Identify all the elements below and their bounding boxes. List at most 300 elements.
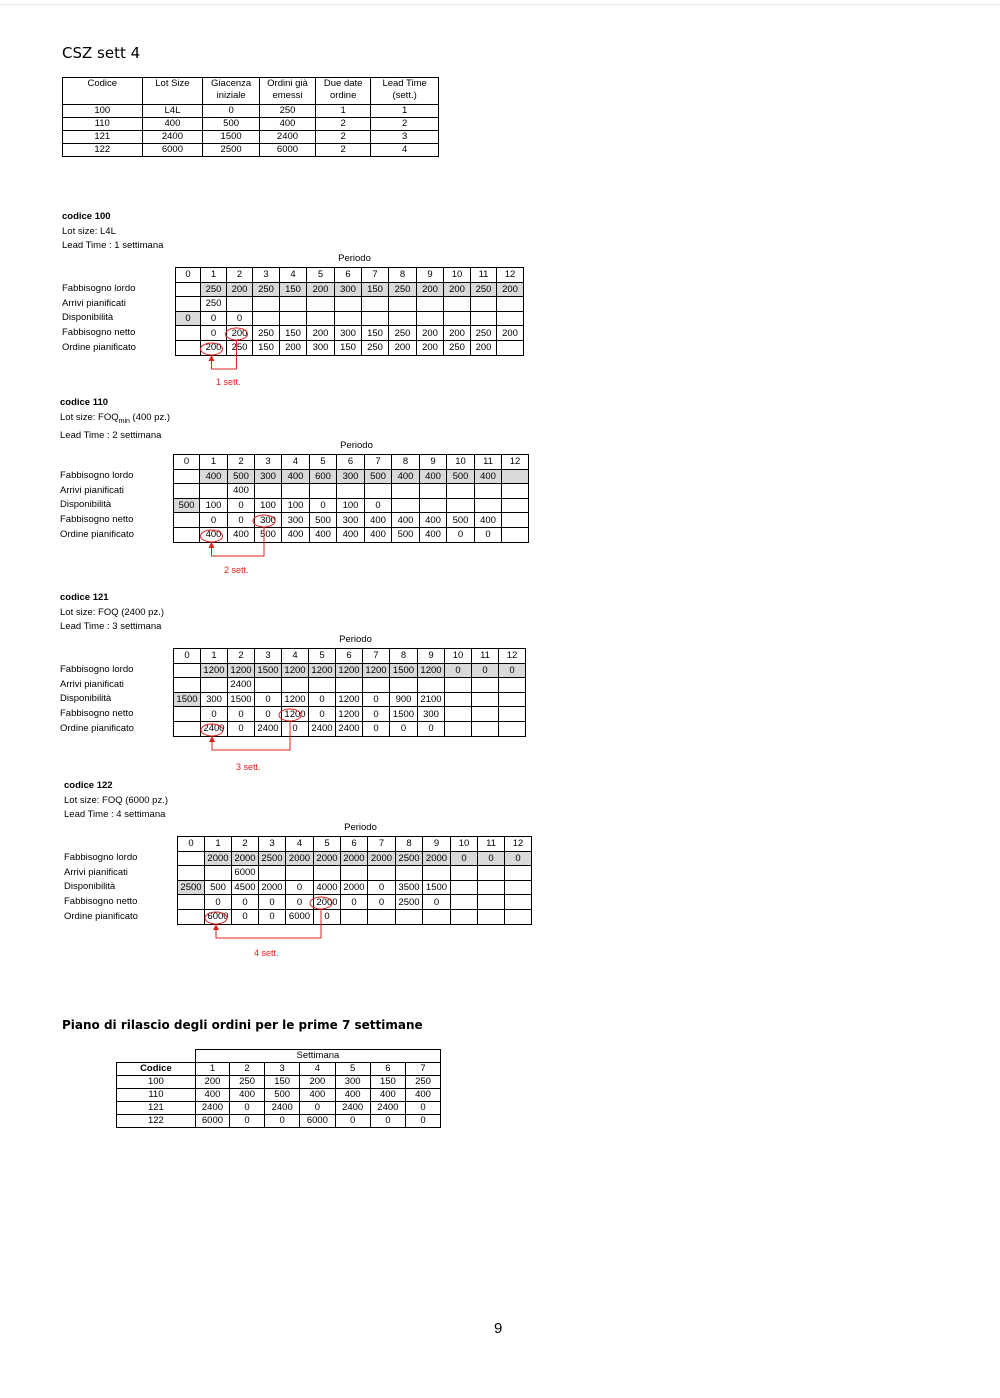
mrp-cell: 0: [363, 692, 390, 707]
mrp-cell: [174, 663, 201, 678]
summary-row: [63, 105, 439, 118]
mrp-cell: [497, 340, 524, 355]
release-header-row: [117, 1063, 441, 1076]
mrp-cell: [444, 297, 471, 312]
mrp-cell: 2400: [309, 721, 336, 736]
mrp-cell: 150: [362, 326, 389, 341]
mrp-cell: [174, 513, 200, 528]
mrp-cell: [178, 851, 205, 866]
mrp-cell: [341, 909, 368, 924]
mrp-cell: 250: [201, 297, 227, 312]
mrp-cell: [176, 282, 201, 297]
mrp-cell: [502, 513, 529, 528]
mrp-cell: 4000: [314, 880, 341, 895]
mrp-cell: 0: [472, 663, 499, 678]
mrp-cell: 100: [255, 498, 282, 513]
mrp-cell: [174, 484, 200, 499]
row-label: Ordine pianificato: [62, 341, 136, 353]
row-label: Fabbisogno lordo: [64, 852, 138, 863]
mrp-cell: 200: [307, 282, 335, 297]
mrp-row: [176, 297, 524, 312]
release-group-header: Settimana: [195, 1050, 440, 1063]
mrp-row-labels: [60, 663, 134, 736]
mrp-cell: [505, 895, 532, 910]
mrp-cell: 2000: [423, 851, 451, 866]
release-cell: 400: [405, 1089, 440, 1102]
mrp-cell: [314, 866, 341, 881]
row-label: Disponibilità: [60, 499, 112, 511]
mrp-cell: [178, 895, 205, 910]
period-header-cell: 1: [201, 268, 227, 283]
mrp-cell: 0: [228, 498, 255, 513]
mrp-cell: 0: [363, 721, 390, 736]
mrp-cell: [255, 484, 282, 499]
summary-cell: 6000: [259, 144, 315, 157]
period-header-cell: 10: [447, 455, 475, 470]
mrp-cell: 2000: [314, 851, 341, 866]
period-header-cell: 1: [200, 455, 228, 470]
summary-cell: 400: [142, 118, 203, 131]
mrp-cell: [451, 866, 478, 881]
summary-cell: 100: [63, 105, 143, 118]
mrp-cell: [307, 297, 335, 312]
period-header-cell: 8: [390, 649, 418, 664]
mrp-cell: 250: [471, 282, 497, 297]
mrp-cell: 200: [201, 340, 227, 355]
mrp-cell: [502, 498, 529, 513]
mrp-table-1: [175, 267, 524, 356]
mrp-cell: 200: [417, 340, 444, 355]
mrp-cell: [335, 311, 362, 326]
mrp-cell: 400: [282, 527, 310, 542]
mrp-row: [174, 678, 526, 693]
mrp-row: [174, 484, 529, 499]
release-cell: 0: [230, 1102, 265, 1115]
row-label: Fabbisogno netto: [64, 896, 138, 908]
mrp-cell: [389, 297, 417, 312]
periodo-label: Periodo: [340, 440, 373, 451]
mrp-cell: [475, 498, 502, 513]
mrp-cell: 900: [390, 692, 418, 707]
mrp-cell: 0: [363, 707, 390, 722]
mrp-cell: [502, 469, 529, 484]
release-row: [117, 1102, 441, 1115]
mrp-cell: 400: [475, 513, 502, 528]
mrp-cell: [392, 498, 420, 513]
summary-cell: L4L: [142, 105, 203, 118]
mrp-cell: [502, 484, 529, 499]
row-label: Fabbisogno netto: [62, 327, 136, 339]
period-header-cell: 2: [228, 649, 255, 664]
mrp-cell: 0: [205, 895, 232, 910]
summary-cell: 500: [203, 118, 260, 131]
mrp-cell: 500: [447, 513, 475, 528]
mrp-cell: 200: [497, 326, 524, 341]
period-header-cell: 1: [205, 837, 232, 852]
row-label: Fabbisogno lordo: [62, 283, 136, 294]
summary-cell: 2: [316, 144, 371, 157]
mrp-cell: 2000: [205, 851, 232, 866]
mrp-cell: [176, 297, 201, 312]
period-header-cell: 1: [201, 649, 228, 664]
mrp-cell: [505, 909, 532, 924]
mrp-cell: 250: [201, 282, 227, 297]
mrp-cell: [389, 311, 417, 326]
mrp-cell: [417, 311, 444, 326]
lead-time-label: 2 sett.: [224, 565, 249, 575]
mrp-cell: 4500: [232, 880, 259, 895]
summary-header-cell: [316, 78, 371, 105]
periodo-label: Periodo: [344, 822, 377, 833]
mrp-cell: [280, 297, 307, 312]
release-cell: 0: [370, 1115, 405, 1128]
mrp-cell: [475, 484, 502, 499]
mrp-cell: 0: [232, 895, 259, 910]
mrp-cell: [253, 297, 280, 312]
mrp-cell: 400: [200, 469, 228, 484]
mrp-cell: 150: [362, 282, 389, 297]
mrp-cell: 0: [176, 311, 201, 326]
row-label: Ordine pianificato: [60, 722, 134, 734]
row-label: Fabbisogno netto: [60, 708, 134, 720]
mrp-cell: [418, 678, 445, 693]
mrp-cell: [451, 895, 478, 910]
mrp-row-labels: [62, 282, 136, 355]
mrp-cell: 1200: [282, 707, 309, 722]
release-cell: 0: [265, 1115, 300, 1128]
period-header-cell: 0: [174, 649, 201, 664]
period-header-cell: 0: [174, 455, 200, 470]
mrp-cell: 0: [451, 851, 478, 866]
mrp-cell: [497, 311, 524, 326]
mrp-cell: 200: [227, 326, 253, 341]
mrp-cell: 0: [227, 311, 253, 326]
mrp-row: [178, 851, 532, 866]
period-header-cell: 8: [396, 837, 423, 852]
mrp-cell: 1500: [228, 692, 255, 707]
mrp-cell: 400: [228, 527, 255, 542]
period-header-cell: 6: [341, 837, 368, 852]
mrp-cell: 1200: [418, 663, 445, 678]
mrp-cell: 500: [174, 498, 200, 513]
release-cell: 122: [117, 1115, 196, 1128]
mrp-cell: [227, 297, 253, 312]
mrp-cell: [478, 866, 505, 881]
lot-size-subscript: min: [118, 417, 130, 425]
release-cell: 121: [117, 1102, 196, 1115]
mrp-cell: [335, 297, 362, 312]
mrp-cell: [205, 866, 232, 881]
summary-header-text: iniziale: [216, 90, 246, 101]
period-header-cell: 9: [423, 837, 451, 852]
summary-header-cell: [259, 78, 315, 105]
mrp-cell: 500: [228, 469, 255, 484]
mrp-row: [178, 880, 532, 895]
mrp-cell: [451, 880, 478, 895]
release-cell: 110: [117, 1089, 196, 1102]
period-header-cell: 12: [497, 268, 524, 283]
summary-cell: 2500: [203, 144, 260, 157]
row-label: Disponibilità: [60, 693, 112, 705]
mrp-cell: 0: [475, 527, 502, 542]
mrp-cell: [368, 866, 396, 881]
mrp-row: [174, 663, 526, 678]
mrp-cell: [253, 311, 280, 326]
mrp-lead-time: Lead Time : 2 settimana: [60, 429, 162, 441]
summary-cell: 2400: [259, 131, 315, 144]
period-header-row: [178, 837, 532, 852]
row-label: Arrivi pianificati: [64, 866, 128, 878]
mrp-cell: 0: [201, 311, 227, 326]
release-plan-title: Piano di rilascio degli ordini per le prime 7 settimane: [62, 1018, 423, 1032]
summary-cell: 1: [316, 105, 371, 118]
mrp-cell: 2000: [232, 851, 259, 866]
mrp-cell: 0: [201, 707, 228, 722]
mrp-cell: 1500: [423, 880, 451, 895]
summary-header-text: ordine: [329, 90, 357, 101]
mrp-cell: [472, 678, 499, 693]
mrp-cell: [365, 484, 392, 499]
mrp-cell: 100: [282, 498, 310, 513]
mrp-cell: [178, 866, 205, 881]
mrp-cell: 0: [341, 895, 368, 910]
summary-header-text: Lot Size: [155, 78, 190, 89]
mrp-cell: [444, 311, 471, 326]
mrp-cell: 200: [307, 326, 335, 341]
period-header-cell: 6: [337, 455, 365, 470]
mrp-lot-size: Lot size: FOQ (2400 pz.): [60, 606, 165, 618]
mrp-cell: 0: [286, 895, 314, 910]
mrp-cell: 400: [392, 469, 420, 484]
summary-cell: 1500: [203, 131, 260, 144]
mrp-lot-size: Lot size: FOQ (6000 pz.): [64, 794, 169, 806]
mrp-cell: 1500: [390, 663, 418, 678]
release-week-header: 3: [265, 1063, 300, 1076]
mrp-cell: 250: [444, 340, 471, 355]
mrp-cell: 0: [228, 513, 255, 528]
page-title: CSZ sett 4: [62, 44, 141, 62]
page-number: 9: [494, 1320, 503, 1337]
mrp-cell: 500: [255, 527, 282, 542]
mrp-cell: [499, 721, 526, 736]
release-cell: 200: [300, 1076, 335, 1089]
arrow-head-icon: [209, 736, 215, 742]
mrp-cell: 400: [475, 469, 502, 484]
mrp-lead-time: Lead Time : 3 settimana: [60, 621, 162, 632]
release-cell: 300: [335, 1076, 370, 1089]
period-header-cell: 10: [444, 268, 471, 283]
summary-header-cell: [63, 78, 143, 105]
release-cell: 2400: [335, 1102, 370, 1115]
summary-cell: 121: [63, 131, 143, 144]
mrp-cell: [499, 707, 526, 722]
mrp-cell: [174, 678, 201, 693]
period-header-cell: 3: [255, 649, 282, 664]
mrp-cell: 2000: [286, 851, 314, 866]
release-cell: 250: [405, 1076, 440, 1089]
release-cell: 400: [195, 1089, 229, 1102]
mrp-cell: [282, 484, 310, 499]
mrp-cell: 2500: [396, 895, 423, 910]
mrp-cell: [174, 527, 200, 542]
period-header-cell: 0: [176, 268, 201, 283]
mrp-code-title: codice 100: [62, 211, 111, 222]
mrp-cell: [447, 484, 475, 499]
arrow-head-icon: [209, 542, 215, 548]
mrp-code-title: codice 121: [60, 592, 109, 603]
mrp-cell: 250: [362, 340, 389, 355]
mrp-row: [176, 326, 524, 341]
mrp-cell: 1200: [336, 707, 363, 722]
mrp-cell: 0: [499, 663, 526, 678]
mrp-lot-size: [60, 411, 170, 429]
release-row: [117, 1115, 441, 1128]
period-header-cell: 0: [178, 837, 205, 852]
summary-header-text: Codice: [87, 78, 118, 89]
summary-cell: 2400: [142, 131, 203, 144]
mrp-cell: [423, 909, 451, 924]
mrp-cell: 300: [255, 469, 282, 484]
row-label: Ordine pianificato: [64, 910, 138, 922]
mrp-cell: 400: [420, 527, 447, 542]
mrp-cell: 500: [205, 880, 232, 895]
lot-size-suffix: (400 pz.): [129, 411, 171, 423]
mrp-cell: 300: [337, 469, 365, 484]
mrp-cell: 600: [310, 469, 337, 484]
mrp-cell: 0: [314, 909, 341, 924]
mrp-table-3: [173, 648, 526, 737]
period-header-cell: 5: [309, 649, 336, 664]
period-header-cell: 3: [255, 455, 282, 470]
mrp-cell: [423, 866, 451, 881]
mrp-cell: 200: [444, 326, 471, 341]
mrp-cell: 300: [201, 692, 228, 707]
mrp-header-3: [60, 591, 164, 635]
mrp-cell: [478, 909, 505, 924]
mrp-cell: [505, 880, 532, 895]
release-cell: 100: [117, 1076, 196, 1089]
mrp-cell: 1200: [336, 663, 363, 678]
mrp-cell: 0: [282, 721, 309, 736]
mrp-cell: [471, 311, 497, 326]
mrp-cell: 0: [309, 692, 336, 707]
mrp-cell: 0: [200, 513, 228, 528]
mrp-cell: 0: [255, 707, 282, 722]
mrp-cell: 1500: [390, 707, 418, 722]
release-code-header: Codice: [117, 1063, 196, 1076]
mrp-table-4: [177, 836, 532, 925]
mrp-cell: 2000: [368, 851, 396, 866]
summary-header-text: Due date: [323, 78, 363, 89]
period-header-cell: 3: [259, 837, 286, 852]
mrp-cell: 200: [227, 282, 253, 297]
period-header-cell: 11: [471, 268, 497, 283]
release-row: [117, 1076, 441, 1089]
period-header-cell: 5: [314, 837, 341, 852]
mrp-cell: 3500: [396, 880, 423, 895]
mrp-cell: 0: [310, 498, 337, 513]
row-label: Fabbisogno lordo: [60, 470, 134, 481]
summary-row: [63, 118, 439, 131]
mrp-cell: 0: [259, 909, 286, 924]
period-header-cell: 4: [280, 268, 307, 283]
top-border: [0, 4, 1000, 5]
summary-cell: 2: [316, 131, 371, 144]
release-plan-table: [116, 1049, 441, 1128]
mrp-cell: 200: [497, 282, 524, 297]
release-cell: 0: [405, 1115, 440, 1128]
period-header-cell: 7: [368, 837, 396, 852]
summary-table: [62, 77, 439, 157]
release-cell: 6000: [195, 1115, 229, 1128]
mrp-cell: 200: [444, 282, 471, 297]
period-header-row: [174, 455, 529, 470]
mrp-cell: [472, 721, 499, 736]
mrp-cell: 6000: [205, 909, 232, 924]
period-header-cell: 2: [227, 268, 253, 283]
lot-size-prefix: Lot size: FOQ: [60, 411, 119, 423]
mrp-cell: 6000: [286, 909, 314, 924]
release-week-header: 1: [195, 1063, 229, 1076]
mrp-cell: 2000: [259, 880, 286, 895]
period-header-cell: 9: [418, 649, 445, 664]
mrp-cell: 0: [259, 895, 286, 910]
mrp-cell: [286, 866, 314, 881]
mrp-cell: 400: [365, 527, 392, 542]
summary-header-cell: [371, 78, 439, 105]
period-header-cell: 8: [389, 268, 417, 283]
mrp-cell: 2400: [255, 721, 282, 736]
mrp-row: [174, 692, 526, 707]
mrp-cell: [200, 484, 228, 499]
mrp-cell: [499, 678, 526, 693]
release-cell: 500: [265, 1089, 300, 1102]
release-cell: 6000: [300, 1115, 335, 1128]
release-group-row: [117, 1050, 441, 1063]
summary-row: [63, 131, 439, 144]
release-cell: 0: [300, 1102, 335, 1115]
period-header-cell: 2: [228, 455, 255, 470]
mrp-cell: 1200: [228, 663, 255, 678]
mrp-cell: [505, 866, 532, 881]
row-label: Arrivi pianificati: [60, 678, 124, 690]
mrp-cell: 2400: [201, 721, 228, 736]
mrp-cell: 0: [228, 707, 255, 722]
mrp-cell: 400: [200, 527, 228, 542]
mrp-cell: 1200: [336, 692, 363, 707]
mrp-cell: 250: [389, 326, 417, 341]
mrp-cell: 0: [255, 692, 282, 707]
mrp-lead-time: Lead Time : 4 settimana: [64, 809, 166, 820]
period-header-cell: 6: [336, 649, 363, 664]
row-label: Disponibilità: [62, 312, 114, 324]
mrp-cell: 400: [365, 513, 392, 528]
mrp-cell: 2500: [396, 851, 423, 866]
summary-cell: 250: [259, 105, 315, 118]
summary-header-text: Giacenza: [211, 78, 252, 89]
period-header-cell: 11: [472, 649, 499, 664]
mrp-cell: 1200: [282, 692, 309, 707]
mrp-cell: 500: [365, 469, 392, 484]
release-cell: 400: [300, 1089, 335, 1102]
mrp-cell: 400: [310, 527, 337, 542]
mrp-cell: 250: [471, 326, 497, 341]
mrp-cell: 0: [368, 895, 396, 910]
mrp-cell: 1200: [309, 663, 336, 678]
mrp-cell: 0: [286, 880, 314, 895]
mrp-cell: [259, 866, 286, 881]
summary-header-text: emessi: [272, 90, 303, 101]
